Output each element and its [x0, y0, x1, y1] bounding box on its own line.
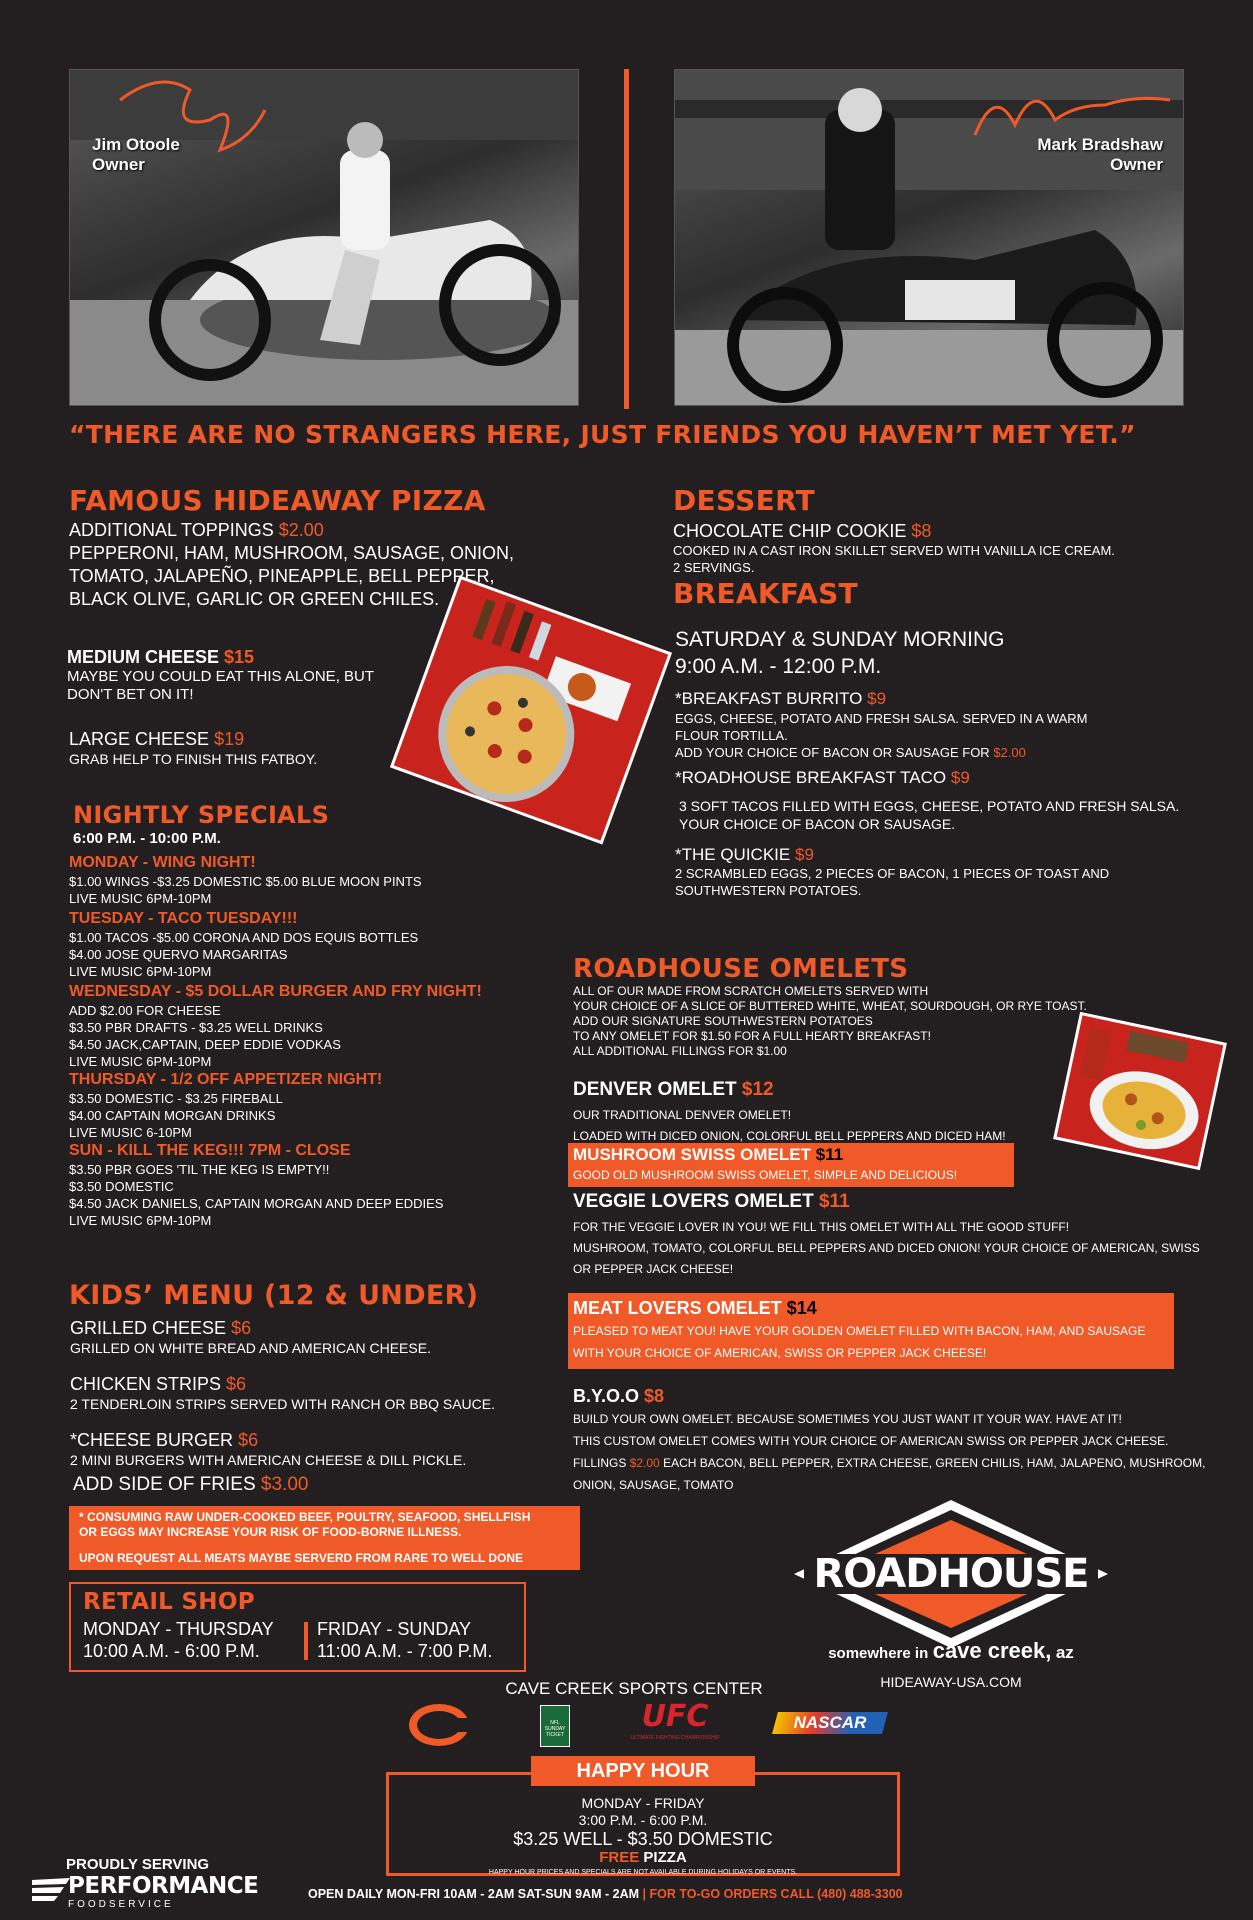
- item-name: MEAT LOVERS OMELET: [573, 1298, 782, 1318]
- performance-foodservice-logo: [30, 1856, 270, 1912]
- item-desc: 2 MINI BURGERS WITH AMERICAN CHEESE & DILL PICKLE.: [70, 1452, 467, 1468]
- togo-phone[interactable]: FOR TO-GO ORDERS CALL (480) 488-3300: [649, 1887, 903, 1901]
- special-line: $4.50 JACK DANIELS, CAPTAIN MORGAN AND DEEP EDDIES: [69, 1196, 444, 1211]
- happy-hour-pizza: PIZZA: [643, 1849, 687, 1866]
- special-line: $4.00 CAPTAIN MORGAN DRINKS: [69, 1108, 276, 1123]
- special-thursday: [69, 1070, 589, 1141]
- item-price: $8: [911, 521, 932, 541]
- item-desc: FOR THE VEGGIE LOVER IN YOU! WE FILL THIS OMELET WITH ALL THE GOOD STUFF!: [573, 1220, 1070, 1234]
- logo-wordmark: ROADHOUSE: [813, 1551, 1089, 1597]
- toppings-price: $2.00: [278, 520, 324, 540]
- item-desc: GRAB HELP TO FINISH THIS FATBOY.: [69, 751, 318, 767]
- omelets-intro: [573, 984, 1133, 1059]
- special-line: $1.00 WINGS -$3.25 DOMESTIC $5.00 BLUE MOON PINTS: [69, 874, 422, 889]
- item-desc: DON'T BET ON IT!: [67, 686, 194, 703]
- retail-divider: [304, 1622, 308, 1660]
- item-price: $8: [644, 1386, 665, 1406]
- special-line: $3.50 PBR DRAFTS - $3.25 WELL DRINKS: [69, 1020, 323, 1035]
- fries-addon: [73, 1473, 308, 1497]
- pizza-large: [69, 728, 409, 768]
- happy-hour-days: MONDAY - FRIDAY: [581, 1795, 705, 1811]
- signature-mark: [965, 75, 1175, 155]
- happy-hour-box: [386, 1772, 900, 1876]
- ufc-logo-subtext: ULTIMATE FIGHTING CHAMPIONSHIP: [630, 1735, 720, 1741]
- item-desc: GOOD OLD MUSHROOM SWISS OMELET, SIMPLE AND DELICIOUS!: [573, 1168, 958, 1182]
- tagline-state: az: [1055, 1643, 1074, 1662]
- item-name: *THE QUICKIE: [675, 845, 791, 864]
- special-line: $4.00 JOSE QUERVO MARGARITAS: [69, 947, 288, 962]
- special-title: TUESDAY - TACO TUESDAY!!!: [69, 910, 298, 927]
- retail-shop-box: [69, 1582, 526, 1672]
- performance-sub: FOODSERVICE: [68, 1899, 174, 1910]
- item-desc: ONION, SAUSAGE, TOMATO: [573, 1478, 734, 1492]
- special-line: $3.50 DOMESTIC - $3.25 FIREBALL: [69, 1091, 283, 1106]
- retail-hours: 11:00 A.M. - 7:00 P.M.: [317, 1641, 493, 1661]
- retail-hours: 10:00 A.M. - 6:00 P.M.: [83, 1641, 260, 1661]
- item-price: $12: [741, 1079, 774, 1100]
- omelet-byoo: [573, 1385, 1233, 1493]
- special-line: $4.50 JACK,CAPTAIN, DEEP EDDIE VODKAS: [69, 1037, 341, 1052]
- dessert-title: DESSERT: [673, 484, 816, 517]
- retail-title: RETAIL SHOP: [83, 1589, 255, 1615]
- signature-jim: [100, 70, 270, 160]
- item-price: $2.00: [629, 1456, 660, 1470]
- breakfast-hours: [675, 626, 1004, 680]
- item-name: MUSHROOM SWISS OMELET: [573, 1145, 811, 1164]
- nightly-hours: 6:00 P.M. - 10:00 P.M.: [73, 830, 221, 847]
- tagline-pre: somewhere in: [828, 1645, 929, 1662]
- pizza-illustration: [394, 579, 668, 840]
- item-desc: WITH YOUR CHOICE OF AMERICAN, SWISS OR PEPPER JACK CHEESE!: [573, 1346, 987, 1360]
- item-price: $11: [815, 1145, 844, 1164]
- item-price: $19: [214, 729, 245, 749]
- item-desc: FILLINGS: [573, 1456, 627, 1470]
- breakfast-items: [675, 688, 1235, 899]
- tagline-place: cave creek,: [932, 1638, 1052, 1663]
- omelet-meat-lovers: [568, 1293, 1174, 1369]
- kids-item: [70, 1373, 590, 1413]
- intro-line: TO ANY OMELET FOR $1.50 FOR A FULL HEARTY BREAKFAST!: [573, 1029, 931, 1043]
- breakfast-title: BREAKFAST: [673, 577, 858, 610]
- intro-line: ALL OF OUR MADE FROM SCRATCH OMELETS SERVED WITH: [573, 984, 929, 998]
- food-safety-warning: [69, 1506, 580, 1570]
- pizza-photo: [390, 576, 672, 845]
- omelet-denver: [573, 1078, 1093, 1144]
- special-title: MONDAY - WING NIGHT!: [69, 854, 256, 871]
- item-desc: PLEASED TO MEAT YOU! HAVE YOUR GOLDEN OMELET FILLED WITH BACON, HAM, AND SAUSAGE: [573, 1324, 1146, 1338]
- item-desc: OUR TRADITIONAL DENVER OMELET!: [573, 1108, 792, 1122]
- item-desc: 2 SERVINGS.: [673, 560, 755, 575]
- footer-hours-bar: [308, 1886, 903, 1902]
- item-desc: OR PEPPER JACK CHEESE!: [573, 1262, 734, 1276]
- special-line: LIVE MUSIC 6PM-10PM: [69, 1054, 212, 1069]
- roadhouse-logo: [790, 1496, 1112, 1652]
- special-title: WEDNESDAY - $5 DOLLAR BURGER AND FRY NIGHT!: [69, 983, 482, 1000]
- item-price: $9: [950, 768, 970, 787]
- item-price: $6: [238, 1430, 259, 1450]
- special-tuesday: [69, 909, 589, 980]
- intro-line: ALL ADDITIONAL FILLINGS FOR $1.00: [573, 1044, 787, 1058]
- item-desc: LOADED WITH DICED ONION, COLORFUL BELL PEPPERS AND DICED HAM!: [573, 1129, 1006, 1143]
- breakfast-burrito: [675, 688, 1235, 761]
- item-desc: YOUR CHOICE OF BACON OR SAUSAGE.: [679, 816, 956, 832]
- website-link[interactable]: HIDEAWAY-USA.COM: [880, 1674, 1022, 1690]
- pizza-title: FAMOUS HIDEAWAY PIZZA: [69, 484, 486, 517]
- item-name: DENVER OMELET: [573, 1079, 737, 1100]
- item-name: VEGGIE LOVERS OMELET: [573, 1191, 814, 1212]
- item-desc: BUILD YOUR OWN OMELET. BECAUSE SOMETIMES YOU JUST WANT IT YOUR WAY. HAVE AT IT!: [573, 1412, 1122, 1426]
- intro-line: ADD OUR SIGNATURE SOUTHWESTERN POTATOES: [573, 1014, 873, 1028]
- toppings-label: ADDITIONAL TOPPINGS: [69, 520, 274, 540]
- toppings-line: TOMATO, JALAPEÑO, PINEAPPLE, BELL PEPPER,: [69, 566, 495, 586]
- footer-separator: |: [642, 1887, 647, 1901]
- item-name: *ROADHOUSE BREAKFAST TACO: [675, 768, 947, 787]
- item-desc: 3 SOFT TACOS FILLED WITH EGGS, CHEESE, POTATO AND FRESH SALSA.: [679, 798, 1180, 814]
- pizza-medium: [67, 646, 407, 704]
- special-line: LIVE MUSIC 6PM-10PM: [69, 1213, 212, 1228]
- toppings-line: PEPPERONI, HAM, MUSHROOM, SAUSAGE, ONION,: [69, 543, 515, 563]
- item-name: LARGE CHEESE: [69, 729, 210, 749]
- warning-line: OR EGGS MAY INCREASE YOUR RISK OF FOOD-BORNE ILLNESS.: [79, 1525, 462, 1539]
- item-price: $15: [224, 647, 255, 667]
- fries-price: $3.00: [260, 1474, 309, 1495]
- performance-swoosh-icon: [30, 1876, 72, 1902]
- dessert-item: [673, 520, 1213, 576]
- special-sunday: [69, 1141, 589, 1229]
- breakfast-taco: [675, 767, 1235, 833]
- special-title: THURSDAY - 1/2 OFF APPETIZER NIGHT!: [69, 1071, 383, 1088]
- special-line: $3.50 DOMESTIC: [69, 1179, 174, 1194]
- item-desc: EGGS, CHEESE, POTATO AND FRESH SALSA. SERVED IN A WARM: [675, 711, 1088, 726]
- item-desc: ADD YOUR CHOICE OF BACON OR SAUSAGE FOR: [675, 745, 990, 760]
- owner-role: Owner: [1110, 155, 1163, 174]
- item-name: GRILLED CHEESE: [70, 1318, 227, 1338]
- item-desc: MAYBE YOU COULD EAT THIS ALONE, BUT: [67, 668, 375, 685]
- item-name: *CHEESE BURGER: [70, 1430, 234, 1450]
- special-line: ADD $2.00 FOR CHEESE: [69, 1003, 221, 1018]
- owner-photo-mark: [674, 69, 1184, 406]
- happy-hour-time: 3:00 P.M. - 6:00 P.M.: [578, 1812, 708, 1828]
- retail-days: MONDAY - THURSDAY: [83, 1619, 274, 1639]
- owner-role: Owner: [92, 155, 145, 174]
- happy-hour-drinks: $3.25 WELL - $3.50 DOMESTIC: [513, 1829, 773, 1849]
- owner-name: Jim Otoole: [92, 135, 180, 154]
- toppings-line: BLACK OLIVE, GARLIC OR GREEN CHILES.: [69, 589, 440, 609]
- item-desc: SOUTHWESTERN POTATOES.: [675, 883, 862, 898]
- sports-title: CAVE CREEK SPORTS CENTER: [505, 1679, 763, 1698]
- kids-items: [70, 1317, 590, 1469]
- kids-item: [70, 1317, 590, 1357]
- special-title: SUN - KILL THE KEG!!! 7PM - CLOSE: [69, 1142, 351, 1159]
- item-price: $14: [786, 1298, 817, 1318]
- logo-tagline: [790, 1638, 1112, 1664]
- item-name: MEDIUM CHEESE: [67, 647, 220, 667]
- proudly-serving: PROUDLY SERVING: [66, 1856, 210, 1873]
- fries-label: ADD SIDE OF FRIES: [73, 1474, 256, 1495]
- ufc-logo-text: UFC: [641, 1699, 709, 1734]
- item-desc: 2 SCRAMBLED EGGS, 2 PIECES OF BACON, 1 PIECES OF TOAST AND: [675, 866, 1110, 881]
- warning-line: * CONSUMING RAW UNDER-COOKED BEEF, POULTRY, SEAFOOD, SHELLFISH: [79, 1510, 531, 1524]
- item-desc: 2 TENDERLOIN STRIPS SERVED WITH RANCH OR BBQ SAUCE.: [70, 1396, 496, 1412]
- special-line: $3.50 PBR GOES 'TIL THE KEG IS EMPTY!!: [69, 1162, 330, 1177]
- breakfast-days: SATURDAY & SUNDAY MORNING: [675, 628, 1005, 651]
- happy-hour-free: FREE: [599, 1849, 640, 1866]
- nightly-title: NIGHTLY SPECIALS: [73, 801, 330, 829]
- item-desc: GRILLED ON WHITE BREAD AND AMERICAN CHEESE.: [70, 1340, 431, 1356]
- item-desc: THIS CUSTOM OMELET COMES WITH YOUR CHOICE OF AMERICAN SWISS OR PEPPER JACK CHEESE.: [573, 1434, 1169, 1448]
- owner-photo-jim: [69, 69, 579, 406]
- item-price: $9: [794, 845, 814, 864]
- special-monday: [69, 853, 589, 907]
- special-line: LIVE MUSIC 6PM-10PM: [69, 964, 212, 979]
- item-desc: COOKED IN A CAST IRON SKILLET SERVED WITH VANILLA ICE CREAM.: [673, 543, 1115, 558]
- kids-item: [70, 1429, 590, 1469]
- nfl-logo-text: NFL SUNDAY TICKET: [544, 1720, 566, 1738]
- nightly-specials-list: [69, 853, 589, 1229]
- chicago-bears-logo-icon: [405, 1700, 475, 1750]
- nfl-sunday-ticket-logo-icon: [540, 1705, 570, 1747]
- item-desc: EACH BACON, BELL PEPPER, EXTRA CHEESE, GREEN CHILIS, HAM, JALAPENO, MUSHROOM,: [663, 1456, 1206, 1470]
- omelet-veggie: [573, 1190, 1233, 1277]
- special-line: LIVE MUSIC 6PM-10PM: [69, 891, 212, 906]
- item-price: $6: [226, 1374, 247, 1394]
- retail-days: FRIDAY - SUNDAY: [317, 1619, 472, 1639]
- item-name: B.Y.O.O: [573, 1386, 640, 1406]
- sports-logos: [400, 1700, 900, 1750]
- item-name: CHOCOLATE CHIP COOKIE: [673, 521, 907, 541]
- item-price: $2.00: [993, 745, 1026, 760]
- breakfast-time: 9:00 A.M. - 12:00 P.M.: [675, 655, 882, 678]
- happy-hour-note: HAPPY HOUR PRICES AND SPECIALS ARE NOT AVAILABLE DURING HOLIDAYS OR EVENTS.: [488, 1869, 798, 1876]
- item-price: $11: [818, 1191, 850, 1212]
- warning-request: UPON REQUEST ALL MEATS MAYBE SERVERD FROM RARE TO WELL DONE: [79, 1551, 524, 1565]
- omelets-title: ROADHOUSE OMELETS: [573, 954, 909, 984]
- photo-divider: [624, 69, 629, 409]
- special-line: LIVE MUSIC 6-10PM: [69, 1125, 192, 1140]
- item-desc: FLOUR TORTILLA.: [675, 728, 788, 743]
- item-price: $9: [867, 689, 887, 708]
- quote-banner: “THERE ARE NO STRANGERS HERE, JUST FRIENDS YOU HAVEN’T MET YET.”: [69, 420, 1136, 449]
- item-name: CHICKEN STRIPS: [70, 1374, 222, 1394]
- intro-line: YOUR CHOICE OF A SLICE OF BUTTERED WHITE, WHEAT, SOURDOUGH, OR RYE TOAST.: [573, 999, 1087, 1013]
- nascar-logo-text: NASCAR: [793, 1713, 867, 1732]
- breakfast-quickie: [675, 845, 1235, 899]
- happy-hour-title: HAPPY HOUR: [531, 1756, 755, 1786]
- omelet-mushroom: [568, 1143, 1014, 1187]
- item-desc: MUSHROOM, TOMATO, COLORFUL BELL PEPPERS AND DICED ONION! YOUR CHOICE OF AMERICAN, SWISS: [573, 1241, 1200, 1255]
- item-name: *BREAKFAST BURRITO: [675, 689, 863, 708]
- open-hours: OPEN DAILY MON-FRI 10AM - 2AM SAT-SUN 9AM - 2AM: [308, 1887, 640, 1901]
- performance-brand: PERFORMANCE: [68, 1873, 259, 1899]
- item-price: $6: [231, 1318, 252, 1338]
- ufc-logo-icon: [630, 1700, 720, 1748]
- special-wednesday: [69, 982, 589, 1070]
- owner-name: Mark Bradshaw: [1037, 135, 1163, 154]
- nascar-logo-icon: [772, 1712, 888, 1734]
- special-line: $1.00 TACOS -$5.00 CORONA AND DOS EQUIS BOTTLES: [69, 930, 419, 945]
- kids-title: KIDS’ MENU (12 & UNDER): [69, 1280, 479, 1311]
